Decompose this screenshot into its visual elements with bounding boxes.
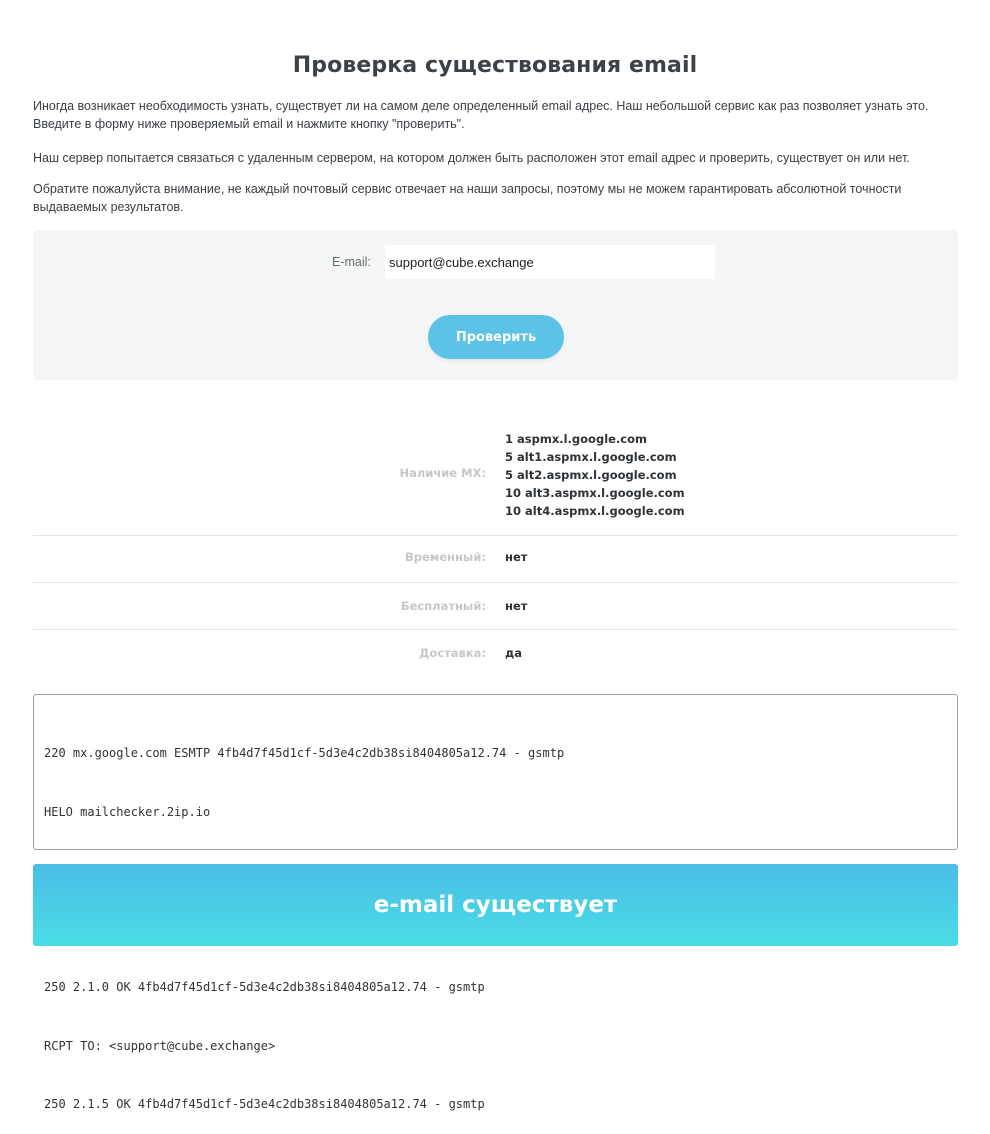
delivery-label: Доставка: <box>419 646 486 660</box>
result-row-delivery <box>33 630 958 676</box>
temporary-label: Временный: <box>405 550 486 564</box>
free-label: Бесплатный: <box>400 599 486 613</box>
page-title: Проверка существования email <box>292 52 698 78</box>
mx-label: Наличие MX: <box>399 466 486 480</box>
email-label: E-mail: <box>332 255 371 269</box>
mx-record: 10 alt4.aspmx.l.google.com <box>505 504 685 518</box>
verdict-banner: e-mail существует <box>33 864 958 946</box>
intro-paragraph-3 <box>33 180 933 216</box>
smtp-log-line: 250 2.1.5 OK 4fb4d7f45d1cf-5d3e4c2db38si8404805a12.74 - gsmtp <box>44 1097 485 1111</box>
intro-paragraph-2 <box>33 149 933 167</box>
temporary-value: нет <box>505 550 528 564</box>
smtp-log-line: 220 mx.google.com ESMTP 4fb4d7f45d1cf-5d3e4c2db38si8404805a12.74 - gsmtp <box>44 746 565 760</box>
result-row-temporary <box>33 536 958 583</box>
smtp-log-line: RCPT TO: <support@cube.exchange> <box>44 1038 276 1053</box>
delivery-value: да <box>505 646 523 660</box>
check-button[interactable]: Проверить <box>428 315 564 359</box>
results-table <box>33 420 958 676</box>
mx-record: 5 alt1.aspmx.l.google.com <box>505 450 677 464</box>
intro-paragraph-1 <box>33 97 933 133</box>
smtp-log-line: 250 2.1.0 OK 4fb4d7f45d1cf-5d3e4c2db38si8404805a12.74 - gsmtp <box>44 980 485 994</box>
check-form-panel <box>33 230 958 380</box>
smtp-log-line: HELO mailchecker.2ip.io <box>44 804 211 819</box>
free-value: нет <box>505 599 528 613</box>
mx-record: 10 alt3.aspmx.l.google.com <box>505 486 685 500</box>
intro-text-2: Наш сервер попытается связаться с удаленным сервером, на котором должен быть расположен этот email адрес и проверить, существует он или нет. <box>33 151 910 165</box>
mx-records <box>505 430 685 520</box>
intro-text-1: Иногда возникает необходимость узнать, существует ли на самом деле определенный email адрес. Наш небольшой сервис как раз позволяет узнать это. Введите в форму ниже проверяемый email и нажмите кнопку "проверить". <box>33 99 929 131</box>
mx-record: 5 alt2.aspmx.l.google.com <box>505 468 677 482</box>
mx-record: 1 aspmx.l.google.com <box>505 432 647 446</box>
result-row-mx <box>33 420 958 536</box>
email-input[interactable] <box>385 245 715 279</box>
result-row-free <box>33 583 958 630</box>
intro-text-3: Обратите пожалуйста внимание, не каждый почтовый сервис отвечает на наши запросы, поэтому мы не можем гарантировать абсолютной точности выдаваемых результатов. <box>33 182 902 214</box>
